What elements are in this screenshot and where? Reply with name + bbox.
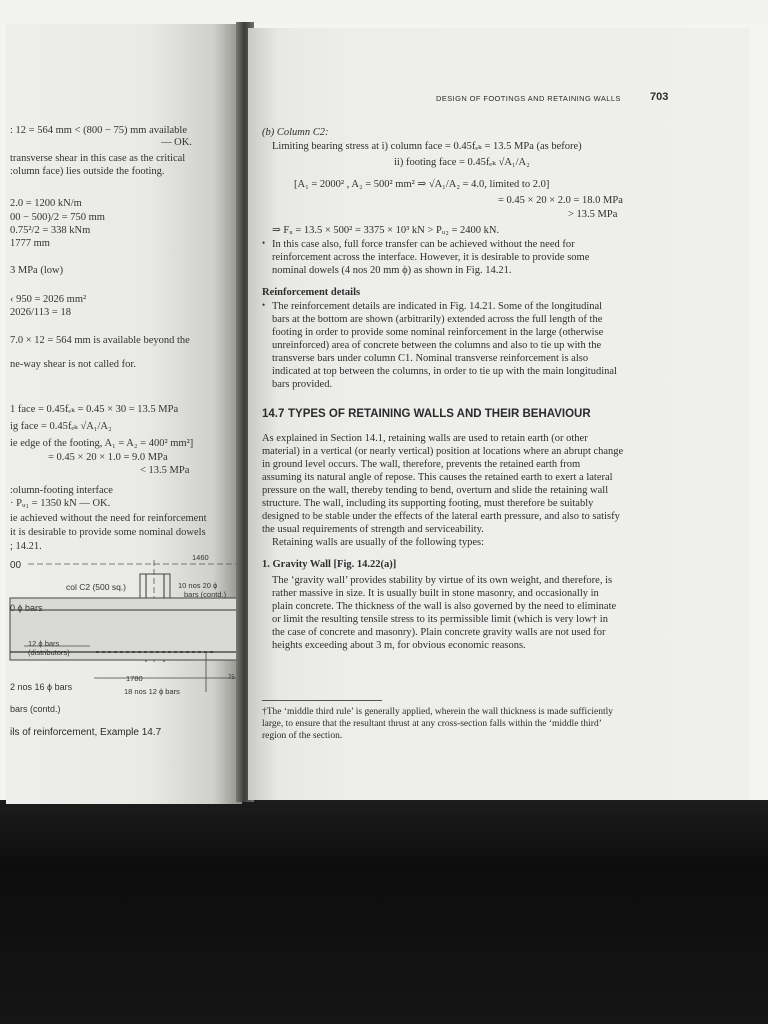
text-line: transverse bars under column C1. Nominal transverse reinforcement is also [272,353,589,364]
text-line: ; 14.21. [10,541,42,552]
text-line: nominal dowels (4 nos 20 mm ϕ) as shown in Fig. 14.21. [272,265,512,276]
text-line: designed to be stable under the effects of the lateral earth pressure, and also to satisfy [262,511,620,522]
section-title: TYPES OF RETAINING WALLS AND THEIR BEHAVIOUR [288,408,591,420]
footnote-line: †The ‘middle third rule’ is generally applied, wherein the wall thickness is made sufficiently [262,707,614,717]
text-line: ‹ 950 = 2026 mm² [10,294,87,305]
figure-dim-label: 00 [10,560,22,571]
text-line: 0.75²/2 = 338 kNm [10,225,91,236]
left-page [6,24,242,804]
text-line: reinforcement across the interface. However, it is desirable to provide some [272,252,590,263]
text-line: 2026/113 = 18 [10,307,71,318]
text-line: Retaining walls are usually of the following types: [272,537,484,548]
reinforcement-figure [6,552,242,702]
text-line: the case of concrete and masonry). Plain concrete gravity walls are not used for [272,627,606,638]
section-number: 14.7 [262,408,285,420]
figure-label: bars (contd.) [10,704,61,714]
text-line: The ‘gravity wall’ provides stability by virtue of its own weight, and therefore, is [272,575,613,586]
right-margin [750,28,768,800]
text-line: :olumn face) lies outside the footing. [10,166,165,177]
text-line: 1777 mm [10,238,50,249]
text-line: material) in a vertical (or nearly vertical) position at locations where an abrupt change [262,446,624,457]
text-line: ii) footing face = 0.45fₑₖ √A₁/A₂ [394,157,530,168]
text-line: in ground level occurs. The wall, therefore, prevents the retained earth from [262,459,581,470]
text-line: = 0.45 × 20 × 2.0 = 18.0 MPa [498,195,623,206]
text-line: unreinforced) area of concrete between the columns and also to tie up with the [272,340,602,351]
figure-dim-label: 1460 [192,553,209,562]
text-line: As explained in Section 14.1, retaining walls are used to retain earth (or other [262,433,588,444]
text-line: it is desirable to provide some nominal dowels [10,527,206,538]
footnote-line: region of the section. [262,731,343,741]
text-line: heights exceeding about 3 m, for obvious economic reasons. [272,640,526,651]
text-line: 2.0 = 1200 kN/m [10,198,82,209]
text-line: = 0.45 × 20 × 1.0 = 9.0 MPa [48,452,168,463]
text-line: bars at the bottom are shown (arbitrarily) extended across the full length of the [272,314,603,325]
text-line: structure. The wall, including its supporting footing, must therefore be suitably [262,498,594,509]
figure-dim-label: 75 [228,675,235,681]
text-line: 7.0 × 12 = 564 mm is available beyond the [10,335,190,346]
text-line: bars provided. [272,379,333,390]
figure-caption: ils of reinforcement, Example 14.7 [10,727,162,738]
text-line: 00 − 500)/2 = 750 mm [10,212,105,223]
text-line: rather massive in size. It is usually built in stone masonry, and occasionally in [272,588,599,599]
bullet: • [262,300,266,310]
running-header: DESIGN OF FOOTINGS AND RETAINING WALLS [436,94,621,103]
text-line: ie edge of the footing, A₁ = A₂ = 400² mm²] [10,438,194,449]
text-line: The reinforcement details are indicated in Fig. 14.21. Some of the longitudinal [272,301,603,312]
text-line: · Pᵤ₁ = 1350 kN — OK. [10,498,111,509]
figure-label: 18 nos 12 ϕ bars [124,687,180,696]
text-line: [A₁ = 2000² , A₂ = 500² mm² ⇒ √A₁/A₂ = 4.0, limited to 2.0] [294,179,550,190]
text-line: ig face = 0.45fₑₖ √A₁/A₂ [10,421,112,432]
page-number: 703 [650,91,669,103]
text-line: > 13.5 MPa [568,209,618,220]
text-line: Limiting bearing stress at i) column face = 0.45fₑₖ = 13.5 MPa (as before) [272,141,582,152]
text-line: plain concrete. The thickness of the wall is also governed by the need to eliminate [272,601,617,612]
scan-top-margin [0,0,768,24]
figure-label: 0 ϕ bars [10,603,43,613]
text-line: the usual requirements of strength and serviceability. [262,524,484,535]
text-line: ⇒ Fᵤ = 13.5 × 500² = 3375 × 10³ kN > Pᵤ₂ = 2400 kN. [272,225,500,236]
figure-label: 10 nos 20 ϕ [178,581,218,590]
subsection-heading: Reinforcement details [262,287,361,298]
text-line: :olumn-footing interface [10,485,113,496]
text-line: ie achieved without the need for reinforcement [10,513,207,524]
scanner-background [0,800,768,1024]
text-line: transverse shear in this case as the critical [10,153,186,164]
figure-label: 2 nos 16 ϕ bars [10,682,73,692]
text-line: 1 face = 0.45fₑₖ = 0.45 × 30 = 13.5 MPa [10,404,179,415]
figure-label: (distributors) [28,648,70,657]
right-page [248,28,754,800]
text-line: < 13.5 MPa [140,465,190,476]
text-line: ne-way shear is not called for. [10,359,136,370]
subsection-heading: (b) Column C2: [262,127,329,138]
text-line: or limit the resulting tensile stress to its permissible limit (which is very low† in [272,614,608,625]
figure-label: 12 ϕ bars [28,639,60,648]
text-line: indicated at top between the columns, in order to tie up with the main longitudinal [272,366,617,377]
footnote-rule [262,700,382,701]
footnote-line: large, to ensure that the resultant thrust at any cross-section falls within the ‘middle third’ [262,719,602,729]
text-line: — OK. [161,137,192,148]
subsection-heading: 1. Gravity Wall [Fig. 14.22(a)] [262,559,397,570]
text-line: 3 MPa (low) [10,265,64,276]
text-line: pressure on the wall, thereby tending to bend, overturn and slide the retaining wall [262,485,609,496]
text-line: footing in order to provide some nominal reinforcement in the large (otherwise [272,327,604,338]
figure-label: bars (contd.) [184,590,227,599]
bullet: • [262,238,266,248]
text-line: In this case also, full force transfer can be achieved without the need for [272,239,575,250]
figure-label: col C2 (500 sq.) [66,582,126,592]
text-line: assuming its natural angle of repose. This causes the retained earth to exert a lateral [262,472,613,483]
figure-dim-label: 1780 [126,674,143,683]
text-line: : 12 = 564 mm < (800 − 75) mm available [10,125,187,136]
